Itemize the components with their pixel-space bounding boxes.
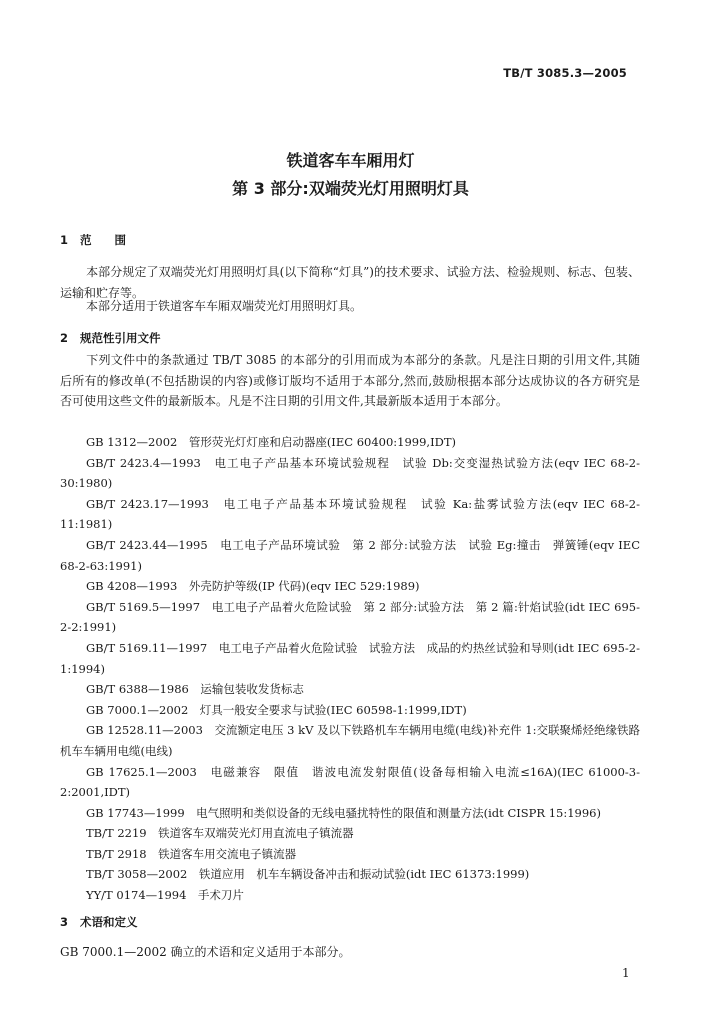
- reference-item: GB 12528.11—2003 交流额定电压 3 kV 及以下铁路机车车辆用电缆(电线)补充件 1:交联聚烯烃绝缘铁路机车车辆用电缆(电线): [60, 723, 640, 758]
- normative-reference-list: [60, 432, 640, 906]
- reference-item: TB/T 2918 铁道客车用交流电子镇流器: [86, 846, 297, 861]
- section-title: 规范性引用文件: [80, 331, 161, 345]
- reference-item: TB/T 2219 铁道客车双端荧光灯用直流电子镇流器: [86, 826, 354, 841]
- section-1-heading: [60, 232, 126, 248]
- document-subtitle: 第 3 部分:双端荧光灯用照明灯具: [232, 179, 469, 198]
- section-title: 术语和定义: [80, 915, 138, 929]
- page-number: 1: [622, 966, 630, 980]
- reference-item: YY/T 0174—1994 手术刀片: [86, 888, 244, 903]
- reference-item: GB/T 2423.44—1995 电工电子产品环境试验 第 2 部分:试验方法 试验 Eg:撞击 弹簧锤(eqv IEC 68-2-63:1991): [60, 537, 640, 573]
- section-3-paragraph: [60, 942, 640, 963]
- document-title: 铁道客车车厢用灯: [286, 151, 415, 170]
- paragraph-text: 本部分适用于铁道客车车厢双端荧光灯用照明灯具。: [86, 299, 363, 313]
- reference-item: GB 7000.1—2002 灯具一般安全要求与试验(IEC 60598-1:1999,IDT): [86, 702, 467, 717]
- reference-item: GB/T 5169.11—1997 电工电子产品着火危险试验 试验方法 成品的灼热丝试验和导则(idt IEC 695-2-1:1994): [60, 640, 640, 676]
- section-number: 2: [60, 331, 69, 345]
- reference-item: GB/T 5169.5—1997 电工电子产品着火危险试验 第 2 部分:试验方法 第 2 篇:针焰试验(idt IEC 695-2-2:1991): [60, 599, 640, 635]
- section-title: 范 围: [80, 233, 126, 247]
- paragraph-text: 本部分规定了双端荧光灯用照明灯具(以下简称“灯具”)的技术要求、试验方法、检验规则、标志、包装、运输和贮存等。: [60, 265, 640, 300]
- paragraph-text: GB 7000.1—2002 确立的术语和定义适用于本部分。: [60, 945, 351, 959]
- reference-item: GB 17625.1—2003 电磁兼容 限值 谐波电流发射限值(设备每相输入电流≤16A)(IEC 61000-3-2:2001,IDT): [60, 764, 640, 800]
- section-3-heading: [60, 914, 138, 930]
- section-number: 3: [60, 915, 69, 929]
- reference-item: GB/T 2423.4—1993 电工电子产品基本环境试验规程 试验 Db:交变湿热试验方法(eqv IEC 68-2-30:1980): [60, 455, 640, 491]
- reference-item: GB/T 6388—1986 运输包装收发货标志: [86, 682, 304, 697]
- section-1-paragraph-2: [60, 296, 640, 317]
- section-number: 1: [60, 233, 69, 247]
- reference-item: GB 1312—2002 管形荧光灯灯座和启动器座(IEC 60400:1999,IDT): [86, 435, 457, 449]
- reference-item: TB/T 3058—2002 铁道应用 机车车辆设备冲击和振动试验(idt IEC 61373:1999): [86, 867, 530, 882]
- paragraph-text: 下列文件中的条款通过 TB/T 3085 的本部分的引用而成为本部分的条款。凡是注日期的引用文件,其随后所有的修改单(不包括勘误的内容)或修订版均不适用于本部分,然而,鼓励根据本部分达成协议的各方研究是否可使用这些文件的最新版本。凡是不注日期的引用文件,其最新版本适用于本部分。: [60, 353, 640, 408]
- reference-item: GB 17743—1999 电气照明和类似设备的无线电骚扰特性的限值和测量方法(idt CISPR 15:1996): [86, 805, 601, 820]
- reference-item: GB 4208—1993 外壳防护等级(IP 代码)(eqv IEC 529:1989): [86, 579, 420, 594]
- section-2-heading: [60, 330, 161, 346]
- standard-number: TB/T 3085.3—2005: [503, 66, 627, 80]
- reference-item: GB/T 2423.17—1993 电工电子产品基本环境试验规程 试验 Ka:盐雾试验方法(eqv IEC 68-2-11:1981): [60, 496, 640, 532]
- section-2-intro: [60, 350, 640, 412]
